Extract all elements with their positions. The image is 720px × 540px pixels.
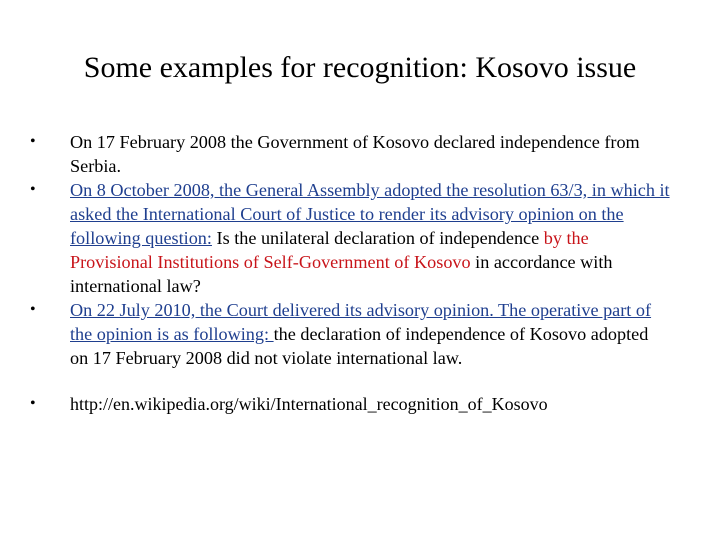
question-text-end: in accordance with international law? — [70, 252, 613, 296]
bullet-icon: • — [30, 395, 36, 412]
bullet-text: On 17 February 2008 the Government of Kosovo declared independence from Serbia. — [70, 132, 640, 176]
bullet-icon: • — [30, 133, 36, 150]
resolution-link[interactable]: On 8 October 2008, the General Assembly adopted the resolution 63/3, in which it asked the International Court of Justice to render its advisory opinion on the following question: — [70, 180, 670, 248]
opinion-link[interactable]: On 22 July 2010, the Court delivered its advisory opinion. The operative part of the opinion is as following: — [70, 300, 652, 344]
bullet-list — [30, 130, 670, 416]
question-text: Is the unilateral declaration of independence — [211, 228, 544, 248]
slide-title: Some examples for recognition: Kosovo issue — [83, 51, 637, 84]
bullet-item-2 — [30, 178, 670, 298]
wikipedia-url[interactable]: http://en.wikipedia.org/wiki/International_recognition_of_Kosovo — [70, 394, 548, 414]
bullet-icon: • — [30, 181, 36, 198]
bullet-item-1 — [30, 130, 670, 178]
bullet-item-3 — [30, 298, 670, 370]
highlighted-phrase: by the Provisional Institutions of Self-Government of Kosovo — [70, 228, 589, 272]
bullet-item-url — [30, 392, 670, 416]
opinion-text: the declaration of independence of Kosovo adopted on 17 February 2008 did not violate international law. — [70, 324, 649, 368]
bullet-icon: • — [30, 301, 36, 318]
